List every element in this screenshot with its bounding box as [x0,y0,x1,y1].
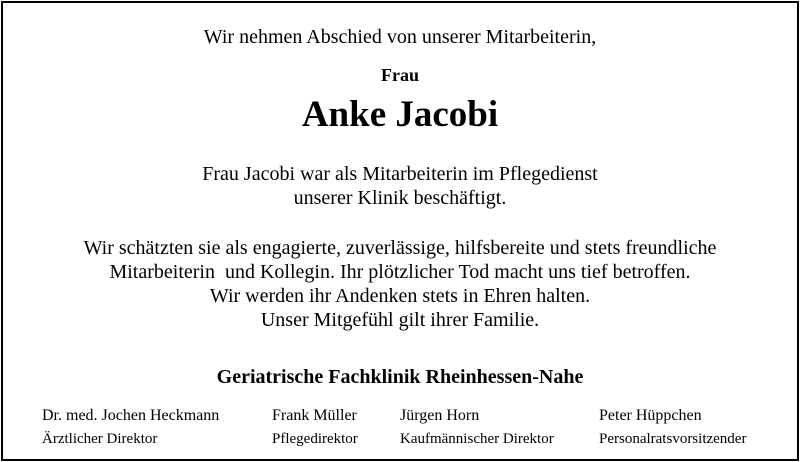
signatory-name: Frank Müller [272,407,357,424]
paragraph-line: Wir schätzten sie als engagierte, zuverlässige, hilfsbereite und stets freundliche [83,237,717,259]
signatory-name: Jürgen Horn [400,407,480,424]
deceased-name: Anke Jacobi [301,94,499,135]
intro-line: Wir nehmen Abschied von unserer Mitarbeiterin, [203,26,597,48]
employment-paragraph [3,162,797,210]
clinic-name: Geriatrische Fachklinik Rheinhessen-Nahe [216,366,584,388]
signatory-name: Peter Hüppchen [599,407,702,424]
signatory-role: Ärztlicher Direktor [42,431,158,447]
tribute-paragraph [3,236,797,332]
paragraph-line: Wir werden ihr Andenken stets in Ehren halten. [209,285,591,307]
honorific: Frau [381,65,419,85]
signatory-block [599,406,746,449]
signatory-role: Personalratsvorsitzender [599,431,747,447]
signatory-role: Pflegedirektor [272,431,358,447]
paragraph-line: Mitarbeiterin und Kollegin. Ihr plötzlicher Tod macht uns tief betroffen. [109,261,691,283]
signatory-name: Dr. med. Jochen Heckmann [42,407,220,424]
signatory-role: Kaufmännischer Direktor [400,431,554,447]
paragraph-line: Unser Mitgefühl gilt ihrer Familie. [260,309,540,331]
paragraph-line: Frau Jacobi war als Mitarbeiterin im Pflegedienst [202,163,598,185]
signatory-block [42,406,219,449]
obituary-notice [1,1,799,461]
signatory-block [400,406,554,449]
signatory-block [272,406,358,449]
paragraph-line: unserer Klinik beschäftigt. [293,187,507,209]
